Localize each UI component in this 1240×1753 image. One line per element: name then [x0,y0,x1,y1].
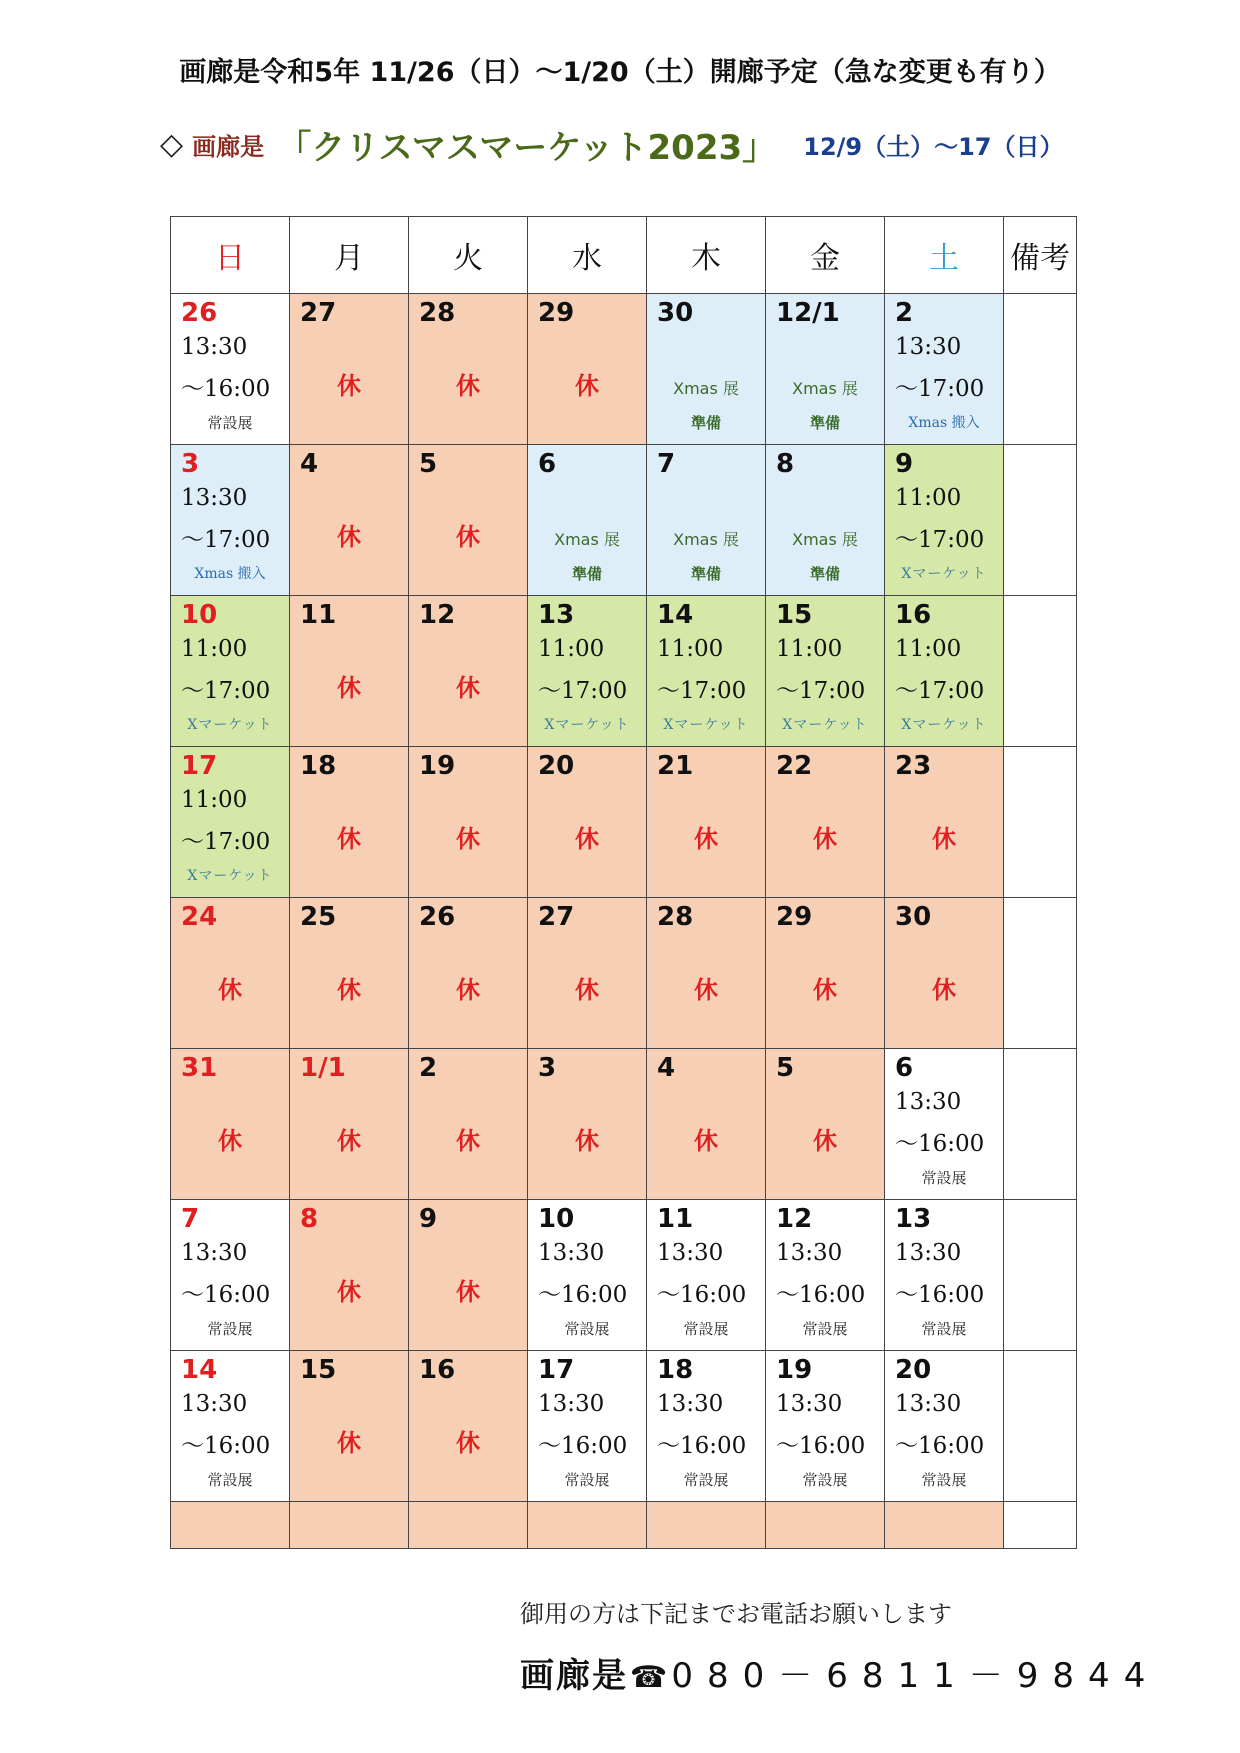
calendar-week-row [171,1049,1077,1200]
prep-sublabel: 準備 [571,565,602,583]
prep-sublabel: 準備 [809,565,840,583]
closed-mark: 休 [932,976,956,1004]
day-number: 8 [776,449,795,479]
calendar-day-cell [290,445,409,596]
calendar-week-row [171,596,1077,747]
contact-text: 御用の方は下記までお電話お願いします [520,1600,952,1628]
day-number: 16 [419,1355,456,1385]
closed-mark: 休 [575,1127,599,1155]
calendar-day-cell [766,898,885,1049]
open-time: 11:00 [538,636,605,662]
day-number: 12 [419,600,456,630]
event-label: 常設展 [802,1320,848,1338]
event-gallery-name: 画廊是 [192,133,265,161]
day-number: 24 [181,902,218,932]
close-time: ～16:00 [776,1282,866,1308]
weekday-friday: 金 [766,217,885,294]
event-label: 常設展 [564,1320,610,1338]
close-time: ～16:00 [895,1282,985,1308]
close-time: ～17:00 [181,527,271,553]
calendar-day-cell [290,1200,409,1351]
calendar-day-cell [409,747,528,898]
notes-cell [1004,596,1077,747]
open-time: 13:30 [538,1391,605,1417]
notes-cell [1004,294,1077,445]
day-number: 16 [895,600,932,630]
calendar-week-row [171,445,1077,596]
phone-line [520,1648,1159,1697]
open-time: 13:30 [181,334,248,360]
calendar-day-cell [409,596,528,747]
open-time: 13:30 [181,1391,248,1417]
calendar-week-row [171,1351,1077,1502]
open-time: 13:30 [657,1391,724,1417]
day-number: 26 [181,298,218,328]
event-label: 常設展 [207,1320,253,1338]
open-time: 13:30 [895,1089,962,1115]
calendar-day-cell [171,1049,290,1200]
day-number: 13 [538,600,575,630]
event-label: Xmas 搬入 [194,566,266,582]
prep-label: Xmas 展 [554,530,620,549]
day-number: 29 [776,902,813,932]
day-number: 23 [895,751,932,781]
day-number: 12 [776,1204,813,1234]
calendar-day-cell [528,1351,647,1502]
open-time: 11:00 [657,636,724,662]
closed-mark: 休 [456,976,480,1004]
day-number: 6 [538,449,557,479]
closed-mark: 休 [337,372,361,400]
event-label: Xマーケット [187,868,273,884]
calendar-day-cell [171,294,290,445]
phone-number: 080－6811－9844 [671,1656,1160,1696]
calendar-day-cell [528,747,647,898]
open-time: 11:00 [776,636,843,662]
open-time: 11:00 [895,485,962,511]
day-number: 5 [776,1053,795,1083]
prep-label: Xmas 展 [673,530,739,549]
close-time: ～16:00 [538,1433,628,1459]
calendar-day-cell [290,294,409,445]
event-label: 常設展 [207,1471,253,1489]
calendar-day-cell [171,1200,290,1351]
notes-cell [1004,1351,1077,1502]
calendar-day-cell [409,1049,528,1200]
calendar-day-cell [647,445,766,596]
notes-header: 備考 [1004,217,1077,294]
day-number: 3 [181,449,200,479]
calendar-day-cell [885,445,1004,596]
day-number: 11 [657,1204,694,1234]
day-number: 10 [181,600,218,630]
closed-mark: 休 [456,825,480,853]
calendar-day-cell [290,596,409,747]
page-title: 画廊是令和5年 11/26（日）～1/20（土）開廊予定（急な変更も有り） [179,57,1061,88]
close-time: ～16:00 [181,1433,271,1459]
open-time: 13:30 [181,485,248,511]
prep-sublabel: 準備 [809,414,840,432]
closed-mark: 休 [456,674,480,702]
calendar-week-row [171,1200,1077,1351]
closed-mark: 休 [218,1127,242,1155]
day-number: 27 [538,902,575,932]
day-number: 19 [776,1355,813,1385]
day-number: 11 [300,600,337,630]
event-label: 常設展 [921,1471,967,1489]
schedule-calendar [170,216,1077,1549]
day-number: 18 [657,1355,694,1385]
calendar-day-cell [290,1049,409,1200]
day-number: 4 [300,449,319,479]
closed-mark: 休 [932,825,956,853]
notes-cell [1004,747,1077,898]
calendar-day-cell [647,1351,766,1502]
close-time: ～16:00 [657,1282,747,1308]
notes-cell [1004,1200,1077,1351]
notes-cell [1004,1049,1077,1200]
open-time: 13:30 [776,1391,843,1417]
open-time: 13:30 [538,1240,605,1266]
day-number: 28 [657,902,694,932]
calendar-day-cell [409,1351,528,1502]
calendar-day-cell [766,294,885,445]
event-label: 常設展 [207,414,253,432]
close-time: ～17:00 [181,829,271,855]
close-time: ～17:00 [657,678,747,704]
closed-mark: 休 [575,372,599,400]
weekday-header-row [171,217,1077,294]
calendar-day-cell [766,596,885,747]
closed-mark: 休 [813,825,837,853]
closed-mark: 休 [337,674,361,702]
day-number: 15 [776,600,813,630]
closed-mark: 休 [456,1278,480,1306]
day-number: 26 [419,902,456,932]
close-time: ～17:00 [895,678,985,704]
event-label: 常設展 [921,1169,967,1187]
open-time: 13:30 [895,1240,962,1266]
weekday-monday: 月 [290,217,409,294]
day-number: 27 [300,298,337,328]
close-time: ～16:00 [538,1282,628,1308]
day-number: 17 [538,1355,575,1385]
open-time: 13:30 [181,1240,248,1266]
calendar-day-cell [647,1200,766,1351]
closed-mark: 休 [575,825,599,853]
close-time: ～16:00 [181,1282,271,1308]
event-label: Xマーケット [544,717,630,733]
day-number: 9 [895,449,914,479]
event-label: Xマーケット [663,717,749,733]
calendar-day-cell [647,1049,766,1200]
diamond-icon: ◇ [160,127,184,162]
calendar-day-cell [409,294,528,445]
event-label: 常設展 [683,1320,729,1338]
closed-mark: 休 [218,976,242,1004]
calendar-day-cell [647,596,766,747]
open-time: 11:00 [181,636,248,662]
prep-label: Xmas 展 [792,379,858,398]
event-label: Xマーケット [782,717,868,733]
prep-sublabel: 準備 [690,414,721,432]
open-time: 11:00 [895,636,962,662]
notes-cell [1004,1502,1077,1549]
open-time: 13:30 [895,334,962,360]
day-number: 29 [538,298,575,328]
day-number: 10 [538,1204,575,1234]
empty-cell [290,1502,409,1549]
calendar-day-cell [885,596,1004,747]
event-name: 「クリスマスマーケット2023」 [277,128,777,168]
day-number: 7 [181,1204,200,1234]
day-number: 25 [300,902,337,932]
weekday-saturday: 土 [885,217,1004,294]
closed-mark: 休 [337,976,361,1004]
close-time: ～16:00 [657,1433,747,1459]
event-label: 常設展 [921,1320,967,1338]
event-label: Xマーケット [901,717,987,733]
calendar-day-cell [290,898,409,1049]
calendar-day-cell [528,1049,647,1200]
calendar-trailing-row [171,1502,1077,1549]
footer-gallery-name: 画廊是 [520,1656,628,1696]
event-label: 常設展 [564,1471,610,1489]
closed-mark: 休 [337,1429,361,1457]
phone-icon: ☎ [630,1660,670,1695]
day-number: 3 [538,1053,557,1083]
day-number: 2 [895,298,914,328]
closed-mark: 休 [337,825,361,853]
calendar-day-cell [290,747,409,898]
close-time: ～16:00 [776,1433,866,1459]
open-time: 13:30 [895,1391,962,1417]
empty-cell [171,1502,290,1549]
day-number: 8 [300,1204,319,1234]
day-number: 18 [300,751,337,781]
empty-cell [766,1502,885,1549]
empty-cell [647,1502,766,1549]
closed-mark: 休 [337,1127,361,1155]
calendar-day-cell [885,1049,1004,1200]
closed-mark: 休 [456,372,480,400]
calendar-day-cell [171,445,290,596]
calendar-day-cell [647,294,766,445]
day-number: 7 [657,449,676,479]
day-number: 28 [419,298,456,328]
calendar-day-cell [409,1200,528,1351]
calendar-day-cell [766,1049,885,1200]
event-label: Xmas 搬入 [908,415,980,431]
empty-cell [885,1502,1004,1549]
calendar-day-cell [528,445,647,596]
day-number: 30 [657,298,694,328]
event-label: 常設展 [683,1471,729,1489]
event-label: Xマーケット [901,566,987,582]
calendar-day-cell [171,898,290,1049]
closed-mark: 休 [694,825,718,853]
calendar-day-cell [766,1200,885,1351]
closed-mark: 休 [813,976,837,1004]
calendar-day-cell [885,898,1004,1049]
closed-mark: 休 [813,1127,837,1155]
day-number: 12/1 [776,298,840,328]
close-time: ～17:00 [538,678,628,704]
day-number: 6 [895,1053,914,1083]
notes-cell [1004,898,1077,1049]
closed-mark: 休 [337,1278,361,1306]
day-number: 17 [181,751,218,781]
day-number: 20 [538,751,575,781]
calendar-day-cell [290,1351,409,1502]
day-number: 9 [419,1204,438,1234]
event-dates: 12/9（土）～17（日） [803,133,1064,161]
calendar-day-cell [647,898,766,1049]
prep-label: Xmas 展 [673,379,739,398]
weekday-wednesday: 水 [528,217,647,294]
calendar-day-cell [647,747,766,898]
open-time: 13:30 [776,1240,843,1266]
weekday-thursday: 木 [647,217,766,294]
calendar-day-cell [528,294,647,445]
closed-mark: 休 [337,523,361,551]
close-time: ～16:00 [895,1131,985,1157]
empty-cell [528,1502,647,1549]
close-time: ～17:00 [181,678,271,704]
weekday-tuesday: 火 [409,217,528,294]
closed-mark: 休 [456,523,480,551]
day-number: 20 [895,1355,932,1385]
closed-mark: 休 [456,1127,480,1155]
calendar-day-cell [409,898,528,1049]
close-time: ～17:00 [895,527,985,553]
calendar-day-cell [766,445,885,596]
calendar-day-cell [885,1351,1004,1502]
day-number: 1/1 [300,1053,346,1083]
day-number: 21 [657,751,694,781]
calendar-day-cell [885,747,1004,898]
closed-mark: 休 [456,1429,480,1457]
prep-sublabel: 準備 [690,565,721,583]
calendar-day-cell [766,1351,885,1502]
calendar-day-cell [528,898,647,1049]
event-label: 常設展 [802,1471,848,1489]
calendar-week-row [171,747,1077,898]
calendar-day-cell [171,596,290,747]
calendar-day-cell [885,294,1004,445]
day-number: 13 [895,1204,932,1234]
day-number: 31 [181,1053,218,1083]
day-number: 14 [181,1355,218,1385]
day-number: 4 [657,1053,676,1083]
weekday-sunday: 日 [171,217,290,294]
close-time: ～17:00 [776,678,866,704]
calendar-week-row [171,898,1077,1049]
calendar-day-cell [171,1351,290,1502]
calendar-day-cell [885,1200,1004,1351]
day-number: 30 [895,902,932,932]
calendar-day-cell [528,1200,647,1351]
prep-label: Xmas 展 [792,530,858,549]
close-time: ～16:00 [181,376,271,402]
day-number: 2 [419,1053,438,1083]
empty-cell [409,1502,528,1549]
open-time: 13:30 [657,1240,724,1266]
calendar-week-row [171,294,1077,445]
day-number: 5 [419,449,438,479]
closed-mark: 休 [694,1127,718,1155]
close-time: ～17:00 [895,376,985,402]
day-number: 19 [419,751,456,781]
day-number: 15 [300,1355,337,1385]
calendar-day-cell [766,747,885,898]
closed-mark: 休 [575,976,599,1004]
notes-cell [1004,445,1077,596]
event-banner [160,120,1064,169]
calendar-day-cell [528,596,647,747]
calendar-day-cell [171,747,290,898]
open-time: 11:00 [181,787,248,813]
closed-mark: 休 [694,976,718,1004]
day-number: 22 [776,751,813,781]
event-label: Xマーケット [187,717,273,733]
calendar-day-cell [409,445,528,596]
day-number: 14 [657,600,694,630]
close-time: ～16:00 [895,1433,985,1459]
